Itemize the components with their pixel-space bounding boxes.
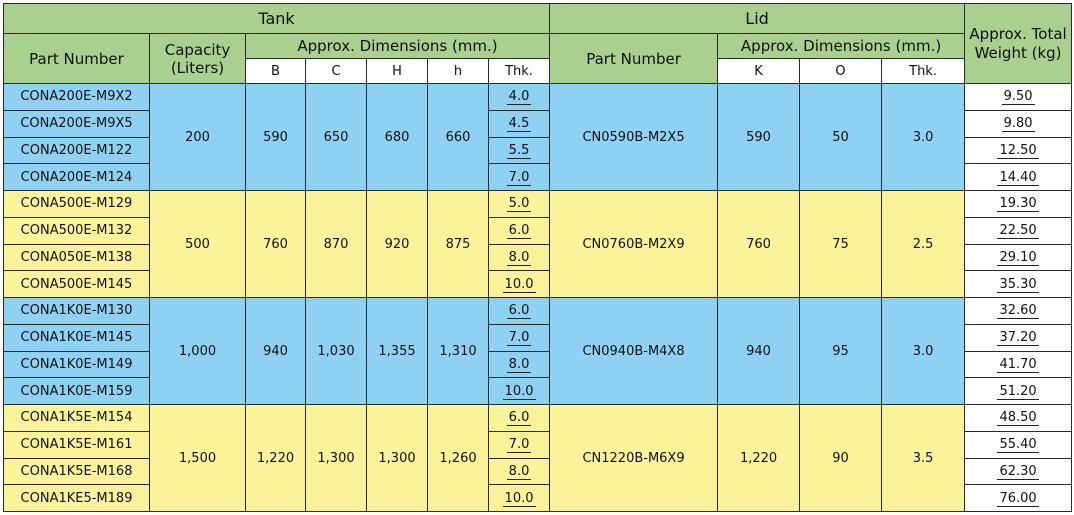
weight-cell [965,431,1072,458]
tank-dims-header: Approx. Dimensions (mm.) [246,34,550,59]
tank-part-number: CONA200E-M122 [4,137,150,164]
dim-b-cell: 590 [246,84,306,191]
dim-b-cell: 760 [246,191,306,298]
tank-part-number: CONA500E-M129 [4,191,150,218]
tank-thk-cell-value: 7.0 [508,437,530,453]
lid-o-cell: 95 [800,298,882,405]
dim-c-cell: 650 [306,84,367,191]
tank-part-number: CONA1K0E-M149 [4,351,150,378]
tank-part-number: CONA1K0E-M130 [4,298,150,325]
tank-part-number: CONA500E-M132 [4,217,150,244]
tank-part-number-header: Part Number [4,34,150,84]
tank-thk-cell-value: 10.0 [504,383,534,399]
tank-thk-cell [489,351,550,378]
dim-c-cell: 870 [306,191,367,298]
tank-thk-cell [489,485,550,512]
weight-header: Approx. Total Weight (kg) [965,4,1072,84]
lid-part-number: CN1220B-M6X9 [550,405,718,512]
table-row [4,405,1072,432]
weight-cell [965,378,1072,405]
tank-thk-cell [489,378,550,405]
dim-H-cell: 1,300 [367,405,428,512]
tank-part-number: CONA1K5E-M161 [4,431,150,458]
weight-cell-value: 12.50 [999,142,1037,158]
tank-thk-cell-value: 6.0 [508,303,530,319]
weight-cell [965,191,1072,218]
tank-thk-cell-value: 8.0 [508,249,530,265]
lid-header: Lid [550,4,965,34]
lid-thk-cell: 3.0 [882,84,965,191]
weight-cell [965,84,1072,111]
dim-b-cell: 940 [246,298,306,405]
col-thk-header: Thk. [489,59,550,84]
lid-k-cell: 1,220 [718,405,800,512]
dim-b-cell: 1,220 [246,405,306,512]
tank-part-number: CONA200E-M9X5 [4,110,150,137]
tank-thk-cell-value: 10.0 [504,490,534,506]
weight-cell-value: 9.80 [1003,116,1033,132]
lid-part-number: CN0590B-M2X5 [550,84,718,191]
tank-thk-cell-value: 5.5 [508,142,530,158]
tank-header: Tank [4,4,550,34]
tank-part-number: CONA200E-M124 [4,164,150,191]
tank-thk-cell-value: 7.0 [508,169,530,185]
col-lid-thk-header: Thk. [882,59,965,84]
lid-part-number: CN0940B-M4X8 [550,298,718,405]
col-b-header: B [246,59,306,84]
dim-H-cell: 680 [367,84,428,191]
tank-thk-cell [489,324,550,351]
tank-thk-cell-value: 8.0 [508,356,530,372]
weight-cell-value: 55.40 [999,437,1037,453]
col-k-header: K [718,59,800,84]
weight-cell [965,458,1072,485]
lid-thk-cell: 3.5 [882,405,965,512]
lid-k-cell: 940 [718,298,800,405]
tank-thk-cell [489,137,550,164]
weight-cell-value: 14.40 [999,169,1037,185]
col-o-header: O [800,59,882,84]
col-c-header: C [306,59,367,84]
tank-part-number: CONA1K0E-M159 [4,378,150,405]
tank-part-number: CONA050E-M138 [4,244,150,271]
tank-thk-cell [489,217,550,244]
tank-thk-cell [489,110,550,137]
tank-thk-cell-value: 8.0 [508,463,530,479]
tank-thk-cell [489,431,550,458]
table-row [4,191,1072,218]
tank-thk-cell [489,458,550,485]
weight-cell [965,137,1072,164]
dim-h-cell: 875 [428,191,489,298]
lid-part-number: CN0760B-M2X9 [550,191,718,298]
weight-cell-value: 29.10 [999,249,1037,265]
lid-dims-header: Approx. Dimensions (mm.) [718,34,965,59]
weight-cell-value: 41.70 [999,356,1037,372]
weight-cell [965,298,1072,325]
tank-thk-cell-value: 4.0 [508,89,530,105]
weight-cell-value: 62.30 [999,463,1037,479]
weight-cell [965,405,1072,432]
weight-cell-value: 51.20 [999,383,1037,399]
spec-table [3,3,1072,512]
table-row [4,84,1072,111]
col-H-header: H [367,59,428,84]
tank-thk-cell-value: 10.0 [504,276,534,292]
table-row [4,298,1072,325]
tank-part-number: CONA1K0E-M145 [4,324,150,351]
capacity-header: Capacity (Liters) [150,34,246,84]
lid-part-number-header: Part Number [550,34,718,84]
capacity-cell: 1,500 [150,405,246,512]
tank-thk-cell [489,405,550,432]
lid-k-cell: 590 [718,84,800,191]
dim-h-cell: 1,260 [428,405,489,512]
capacity-cell: 200 [150,84,246,191]
tank-thk-cell [489,271,550,298]
weight-cell-value: 22.50 [999,223,1037,239]
tank-part-number: CONA500E-M145 [4,271,150,298]
weight-cell-value: 37.20 [999,330,1037,346]
dim-h-cell: 660 [428,84,489,191]
capacity-cell: 1,000 [150,298,246,405]
tank-thk-cell-value: 4.5 [508,116,530,132]
weight-cell [965,244,1072,271]
tank-thk-cell-value: 5.0 [508,196,530,212]
lid-o-cell: 50 [800,84,882,191]
tank-thk-cell [489,164,550,191]
tank-thk-cell [489,244,550,271]
weight-cell-value: 19.30 [999,196,1037,212]
weight-cell-value: 32.60 [999,303,1037,319]
weight-cell [965,217,1072,244]
weight-cell-value: 76.00 [999,490,1037,506]
tank-part-number: CONA1KE5-M189 [4,485,150,512]
lid-k-cell: 760 [718,191,800,298]
tank-part-number: CONA200E-M9X2 [4,84,150,111]
tank-thk-cell [489,191,550,218]
weight-cell [965,110,1072,137]
weight-cell [965,164,1072,191]
dim-h-cell: 1,310 [428,298,489,405]
weight-cell-value: 9.50 [1003,89,1033,105]
weight-cell [965,485,1072,512]
dim-c-cell: 1,030 [306,298,367,405]
dim-c-cell: 1,300 [306,405,367,512]
capacity-cell: 500 [150,191,246,298]
weight-cell [965,271,1072,298]
weight-cell-value: 35.30 [999,276,1037,292]
tank-thk-cell-value: 6.0 [508,223,530,239]
tank-part-number: CONA1K5E-M168 [4,458,150,485]
tank-part-number: CONA1K5E-M154 [4,405,150,432]
weight-cell-value: 48.50 [999,410,1037,426]
dim-H-cell: 920 [367,191,428,298]
weight-cell [965,351,1072,378]
lid-thk-cell: 3.0 [882,298,965,405]
lid-o-cell: 75 [800,191,882,298]
tank-thk-cell [489,298,550,325]
tank-thk-cell-value: 7.0 [508,330,530,346]
weight-cell [965,324,1072,351]
lid-thk-cell: 2.5 [882,191,965,298]
col-h-header: h [428,59,489,84]
dim-H-cell: 1,355 [367,298,428,405]
tank-thk-cell [489,84,550,111]
lid-o-cell: 90 [800,405,882,512]
tank-thk-cell-value: 6.0 [508,410,530,426]
table-body [4,84,1072,512]
